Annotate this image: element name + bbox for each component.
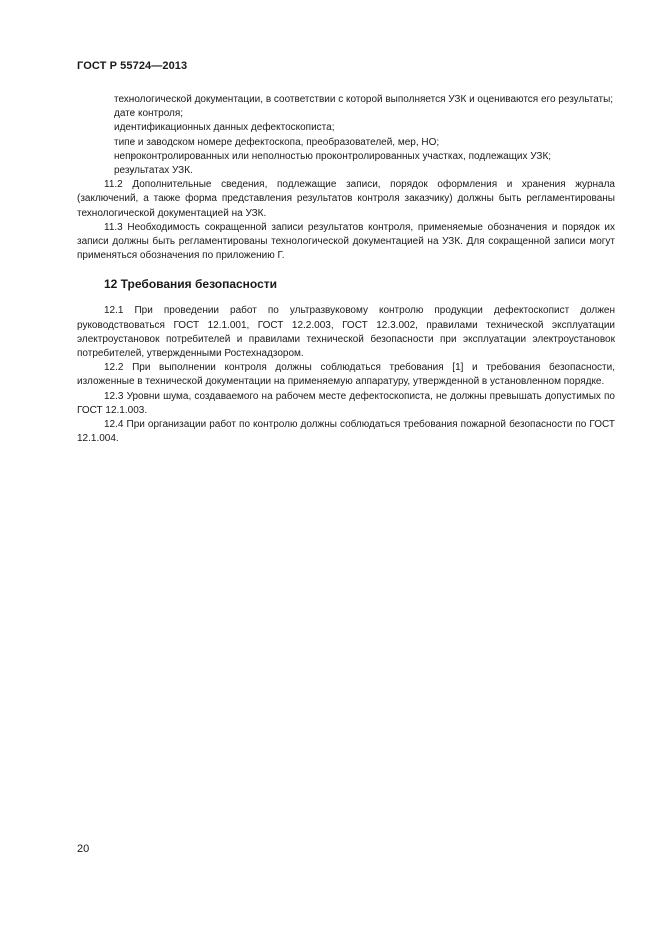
paragraph-12-4: 12.4 При организации работ по контролю должны соблюдаться требования пожарной безопасности по ГОСТ 12.1.004. (77, 419, 615, 445)
paragraph-12-1: 12.1 При проведении работ по ультразвуковому контролю продукции дефектоскопист должен руководствоваться ГОСТ 12.1.001, ГОСТ 12.2.003, ГОСТ 12.3.002, правилами технической эксплуатации электроустановок потребителей и правилами технической безопасности при эксплуатации электроустановок потребителей, утвержденными Ростехнадзором. (77, 305, 615, 360)
list-item: - типе и заводском номере дефектоскопа, преобразователей, мер, НО; (77, 136, 615, 150)
document-body (77, 93, 615, 446)
list-item: - технологической документации, в соответствии с которой выполняется УЗК и оцениваются его результаты; (77, 93, 615, 107)
paragraph-12-3: 12.3 Уровни шума, создаваемого на рабочем месте дефектоскописта, не должны превышать допустимых по ГОСТ 12.1.003. (77, 390, 615, 416)
paragraph-11-3: 11.3 Необходимость сокращенной записи результатов контроля, применяемые обозначения и порядок их записи должны быть регламентированы технологической документацией на УЗК. Для сокращенной записи могут применяться обозначения по приложению Г. (77, 221, 615, 262)
section-heading: 12 Требования безопасности (104, 277, 278, 292)
page-number: 20 (77, 843, 90, 855)
paragraph-12-2: 12.2 При выполнении контроля должны соблюдаться требования [1] и требования безопасности, изложенные в технической документации на применяемую аппаратуру, утвержденной в установленном порядке. (77, 362, 615, 388)
list-item: - идентификационных данных дефектоскописта; (77, 121, 615, 135)
list-item: - дате контроля; (77, 107, 615, 121)
paragraph-11-2: 11.2 Дополнительные сведения, подлежащие записи, порядок оформления и хранения журнала (заключений, а также форма представления результатов контроля заказчику) должны быть регламентированы технологической документацией на УЗК. (77, 179, 615, 219)
list-item: - непроконтролированных или неполностью проконтролированных участках, подлежащих УЗК; (77, 150, 615, 164)
document-code-header: ГОСТ Р 55724—2013 (77, 60, 188, 72)
list-item: - результатах УЗК. (77, 164, 615, 178)
